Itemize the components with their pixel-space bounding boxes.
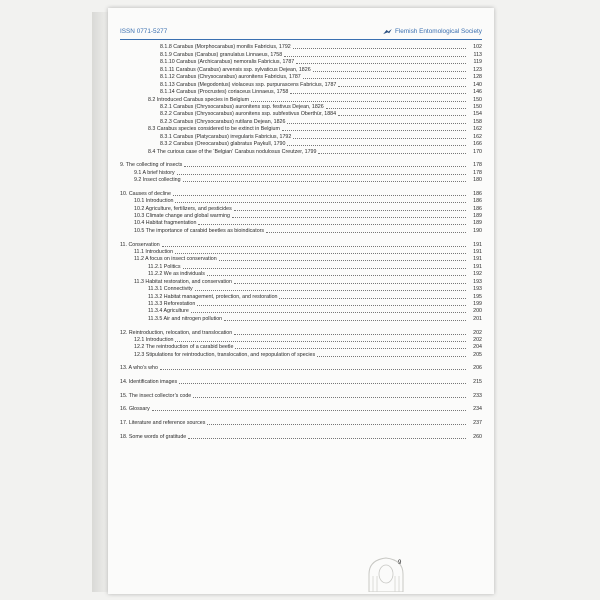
- toc-entry[interactable]: [120, 205, 482, 212]
- toc-entry-title: 12. Reintroduction, relocation, and translocation: [120, 329, 233, 336]
- toc-entry-title: 10. Causes of decline: [120, 190, 171, 197]
- toc-entry[interactable]: [120, 133, 482, 140]
- toc-page-number: 237: [473, 419, 482, 426]
- toc-page-number: 189: [473, 213, 482, 219]
- toc-page-number: 154: [473, 111, 482, 118]
- document-page: [108, 8, 494, 594]
- toc-entry-title: 9.2 Insect collecting: [134, 177, 181, 184]
- toc-entry[interactable]: [120, 263, 482, 270]
- toc-page-number: 128: [473, 74, 482, 81]
- toc-entry[interactable]: [120, 315, 482, 322]
- toc-entry-title: 8.1.14 Carabus (Procrustes) coriaceus Linnaeus, 1758: [160, 89, 289, 96]
- toc-page-number: 119: [473, 59, 482, 66]
- dot-leader: [175, 202, 466, 203]
- dot-leader: [266, 232, 466, 233]
- toc-entry-title: 11.3.1 Connectivity: [148, 286, 193, 293]
- toc-entry[interactable]: [120, 256, 482, 263]
- dot-leader: [317, 356, 466, 357]
- toc-page-number: 233: [473, 392, 482, 399]
- toc-page-number: 191: [473, 256, 482, 263]
- dot-leader: [293, 48, 466, 49]
- toc-entry[interactable]: [120, 420, 482, 427]
- toc-entry-title: 8.1.10 Carabus (Archicarabus) nemoralis Fabricius, 1787: [160, 59, 295, 66]
- toc-entry[interactable]: [120, 351, 482, 358]
- dot-leader: [183, 181, 466, 182]
- header-divider: [120, 39, 482, 40]
- dot-leader: [293, 138, 466, 139]
- toc-page-number: 190: [473, 227, 482, 234]
- dot-leader: [224, 320, 466, 321]
- dot-leader: [162, 246, 466, 247]
- dot-leader: [234, 334, 466, 335]
- toc-entry-title: 9.1 A brief history: [134, 169, 175, 176]
- toc-page-number: 234: [473, 406, 482, 413]
- toc-entry[interactable]: [120, 190, 482, 197]
- toc-page-number: 205: [473, 351, 482, 358]
- toc-page-number: 186: [473, 205, 482, 212]
- society-label: Flemish Entomological Society: [394, 28, 482, 35]
- toc-page-number: 202: [473, 329, 482, 336]
- toc-entry-title: 11.3.3 Reforestation: [148, 301, 196, 307]
- toc-entry[interactable]: [120, 177, 482, 184]
- toc-entry[interactable]: [120, 59, 482, 66]
- toc-page-number: 158: [473, 118, 482, 125]
- toc-entry-title: 10.3 Climate change and global warming: [134, 213, 230, 219]
- dot-leader: [152, 410, 466, 411]
- toc-entry-title: 8.3 Carabus species considered to be extinct in Belgium: [148, 126, 280, 133]
- dot-leader: [219, 260, 466, 261]
- dot-leader: [179, 383, 466, 384]
- dot-leader: [173, 195, 466, 196]
- dot-leader: [251, 101, 466, 102]
- dot-leader: [207, 275, 466, 276]
- toc-page-number: 178: [473, 169, 482, 176]
- toc-page-number: 150: [473, 96, 482, 103]
- dot-leader: [198, 224, 466, 225]
- dot-leader: [303, 78, 466, 79]
- dot-leader: [183, 268, 466, 269]
- toc-page-number: 206: [473, 365, 482, 372]
- toc-page-number: 191: [473, 263, 482, 270]
- beetle-logo-icon: [383, 29, 392, 35]
- toc-page-number: 204: [473, 344, 482, 351]
- toc-entry[interactable]: [120, 271, 482, 278]
- toc-entry[interactable]: [120, 198, 482, 205]
- toc-entry[interactable]: [120, 286, 482, 293]
- toc-page-number: 200: [473, 308, 482, 315]
- toc-page-number: 178: [473, 162, 482, 169]
- toc-page-number: 189: [473, 220, 482, 227]
- toc-entry[interactable]: [120, 89, 482, 96]
- toc-entry-title: 8.2 Introduced Carabus species in Belgium: [148, 96, 249, 103]
- table-of-contents: [120, 44, 482, 441]
- toc-page-number: 186: [473, 198, 482, 205]
- toc-entry-title: 17. Literature and reference sources: [120, 419, 206, 426]
- toc-entry[interactable]: [120, 141, 482, 148]
- toc-entry-title: 8.3.2 Carabus (Oreocarabus) glabratus Paykull, 1790: [160, 141, 286, 148]
- dot-leader: [318, 153, 466, 154]
- toc-entry-title: 8.1.8 Carabus (Morphocarabus) monilis Fabricius, 1792: [160, 44, 291, 51]
- toc-entry[interactable]: [120, 66, 482, 73]
- toc-entry-title: 11.3.2 Habitat management, protection, and restoration: [148, 293, 278, 300]
- toc-entry-title: 8.1.9 Carabus (Carabus) granulatus Linnaeus, 1758: [160, 51, 283, 58]
- toc-entry[interactable]: [120, 365, 482, 372]
- toc-entry[interactable]: [120, 433, 482, 440]
- dot-leader: [290, 93, 466, 94]
- toc-entry[interactable]: [120, 392, 482, 399]
- toc-page-number: 191: [473, 248, 482, 255]
- toc-page-number: 180: [473, 177, 482, 184]
- toc-page-number: 202: [473, 336, 482, 343]
- toc-entry-title: 11.3.5 Air and nitrogen pollution: [148, 315, 223, 322]
- toc-entry-title: 11.3 Habitat restoration, and conservation: [134, 278, 232, 285]
- toc-page-number: 260: [473, 433, 482, 440]
- toc-entry-title: 15. The insect collector’s code: [120, 392, 192, 399]
- toc-page-number: 199: [473, 301, 482, 307]
- dot-leader: [191, 312, 466, 313]
- toc-entry-title: 8.1.13 Carabus (Megodontus) violaceus ssp. purpurascens Fabricius, 1787: [160, 81, 337, 88]
- dot-leader: [313, 71, 466, 72]
- toc-page-number: 201: [473, 315, 482, 322]
- toc-page-number: 146: [473, 89, 482, 96]
- toc-entry[interactable]: [120, 249, 482, 256]
- toc-entry[interactable]: [120, 148, 482, 155]
- toc-entry-title: 8.2.1 Carabus (Chrysocarabus) auronitens ssp. festivus Dejean, 1826: [160, 103, 324, 110]
- dot-leader: [234, 210, 466, 211]
- toc-entry[interactable]: [120, 379, 482, 386]
- toc-entry[interactable]: [120, 241, 482, 248]
- toc-entry-title: 11.2 A focus on insect conservation: [134, 256, 217, 263]
- toc-entry-title: 8.1.12 Carabus (Chrysocarabus) auronitens Fabricius, 1787: [160, 74, 301, 81]
- toc-entry-title: 16. Glossary: [120, 406, 150, 413]
- toc-entry[interactable]: [120, 301, 482, 308]
- toc-entry[interactable]: [120, 337, 482, 344]
- toc-entry-title: 10.5 The importance of carabid beetles as bioindicators: [134, 227, 265, 234]
- toc-entry[interactable]: [120, 74, 482, 81]
- dot-leader: [195, 290, 466, 291]
- toc-entry-title: 11.1 Introduction: [134, 248, 174, 255]
- toc-entry-title: 14. Identification images: [120, 379, 178, 386]
- dot-leader: [232, 217, 466, 218]
- toc-entry[interactable]: [120, 220, 482, 227]
- toc-page-number: 140: [473, 81, 482, 88]
- toc-entry[interactable]: [120, 169, 482, 176]
- page-header: [120, 26, 482, 38]
- dot-leader: [207, 424, 466, 425]
- page-number: 9: [398, 560, 402, 566]
- toc-entry[interactable]: [120, 104, 482, 111]
- toc-entry-title: 11.2.1 Politics: [148, 263, 181, 270]
- toc-entry[interactable]: [120, 278, 482, 285]
- toc-entry[interactable]: [120, 81, 482, 88]
- toc-entry-title: 11.2.2 We as individuals: [148, 271, 205, 278]
- toc-page-number: 123: [473, 66, 482, 73]
- toc-page-number: 162: [473, 126, 482, 133]
- dot-leader: [234, 283, 466, 284]
- dot-leader: [175, 341, 466, 342]
- toc-entry-title: 8.3.1 Carabus (Platycarabus) irregularis Fabricius, 1792: [160, 133, 292, 140]
- toc-entry[interactable]: [120, 162, 482, 169]
- dot-leader: [296, 63, 466, 64]
- toc-page-number: 215: [473, 379, 482, 386]
- toc-entry[interactable]: [120, 213, 482, 220]
- dot-leader: [338, 86, 466, 87]
- toc-entry-title: 10.4 Habitat fragmentation: [134, 220, 197, 227]
- dot-leader: [197, 305, 466, 306]
- toc-page-number: 186: [473, 190, 482, 197]
- toc-entry-title: 11. Conservation: [120, 241, 160, 248]
- toc-entry-title: 10.1 Introduction: [134, 198, 174, 205]
- pharaoh-head-logo: [363, 554, 409, 592]
- dot-leader: [326, 108, 466, 109]
- dot-leader: [188, 438, 466, 439]
- toc-entry[interactable]: [120, 96, 482, 103]
- dot-leader: [284, 56, 466, 57]
- dot-leader: [160, 369, 466, 370]
- toc-entry-title: 8.1.11 Carabus (Carabus) arvensis ssp. sylvaticus Dejean, 1826: [160, 66, 311, 73]
- toc-page-number: 191: [473, 241, 482, 248]
- toc-page-number: 113: [473, 51, 482, 58]
- toc-entry[interactable]: [120, 118, 482, 125]
- issn-label: ISSN 0771-5277: [120, 28, 168, 35]
- toc-entry-title: 12.1 Introduction: [134, 336, 174, 343]
- toc-page-number: 193: [473, 278, 482, 285]
- toc-entry[interactable]: [120, 51, 482, 58]
- toc-entry-title: 10.2 Agriculture, fertilizers, and pesticides: [134, 205, 232, 212]
- toc-entry-title: 18. Some words of gratitude: [120, 433, 187, 440]
- dot-leader: [282, 130, 466, 131]
- toc-entry-title: 12.2 The reintroduction of a carabid beetle: [134, 344, 234, 351]
- dot-leader: [287, 145, 466, 146]
- toc-entry-title: 8.2.2 Carabus (Chrysocarabus) auronitens ssp. subfestivus Oberthür, 1884: [160, 111, 337, 118]
- toc-entry-title: 11.3.4 Agriculture: [148, 308, 189, 315]
- book-spine-shadow: [92, 12, 108, 592]
- toc-entry[interactable]: [120, 308, 482, 315]
- dot-leader: [235, 348, 466, 349]
- toc-page-number: 150: [473, 103, 482, 110]
- toc-page-number: 195: [473, 293, 482, 300]
- dot-leader: [287, 123, 466, 124]
- dot-leader: [338, 115, 466, 116]
- dot-leader: [193, 397, 466, 398]
- toc-entry-title: 9. The collecting of insects: [120, 162, 183, 169]
- toc-page-number: 166: [473, 141, 482, 148]
- toc-entry[interactable]: [120, 126, 482, 133]
- toc-entry[interactable]: [120, 44, 482, 51]
- dot-leader: [175, 253, 466, 254]
- toc-page-number: 192: [473, 271, 482, 278]
- toc-page-number: 193: [473, 286, 482, 293]
- dot-leader: [177, 174, 466, 175]
- toc-entry-title: 13. A who’s who: [120, 365, 158, 372]
- society-name: [383, 28, 482, 35]
- toc-entry-title: 8.2.3 Carabus (Chrysocarabus) rutilans Dejean, 1826: [160, 118, 286, 125]
- toc-page-number: 170: [473, 148, 482, 155]
- toc-entry[interactable]: [120, 293, 482, 300]
- toc-page-number: 102: [473, 44, 482, 51]
- dot-leader: [184, 166, 466, 167]
- toc-page-number: 162: [473, 133, 482, 140]
- toc-entry[interactable]: [120, 329, 482, 336]
- toc-entry-title: 12.3 Stipulations for reintroduction, translocation, and repopulation of species: [134, 351, 316, 358]
- dot-leader: [279, 298, 466, 299]
- toc-entry[interactable]: [120, 111, 482, 118]
- toc-entry[interactable]: [120, 344, 482, 351]
- toc-entry-title: 8.4 The curious case of the ‘Belgian’ Carabus nodulosus Creutzer, 1799: [148, 148, 317, 155]
- toc-entry[interactable]: [120, 406, 482, 413]
- toc-entry[interactable]: [120, 227, 482, 234]
